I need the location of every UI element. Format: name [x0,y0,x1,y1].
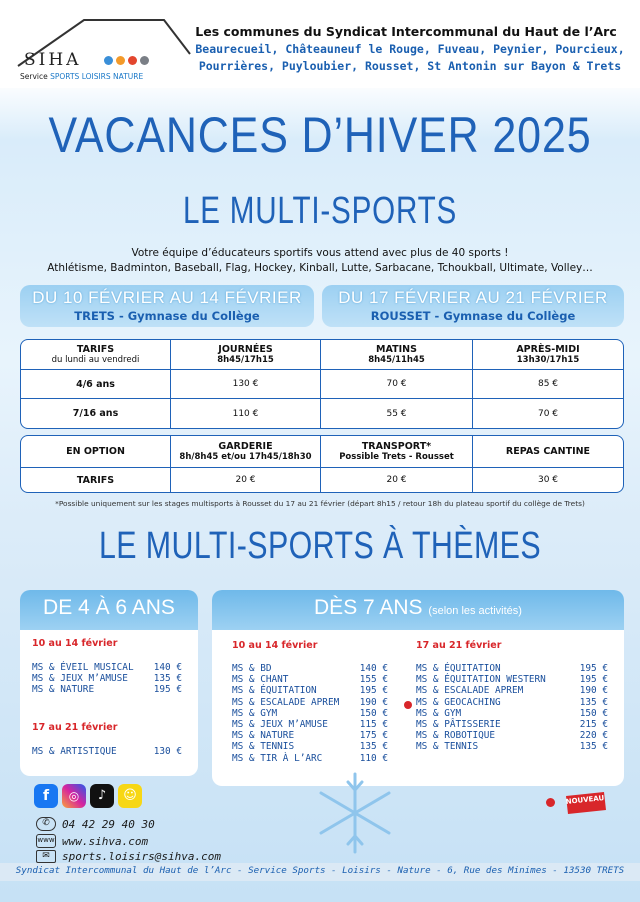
logo-tagline-text: SPORTS LOISIRS NATURE [50,72,144,81]
activity-name: MS & ARTISTIQUE [32,746,117,757]
period-label: 10 au 14 février [232,640,318,651]
activity-name: MS & JEUX M’AMUSE [232,718,328,730]
activity-list [416,663,608,753]
activity-name: MS & ESCALADE APREM [232,696,340,708]
list-item [232,719,388,730]
week-dates: DU 17 FÉVRIER AU 21 FÉVRIER [338,288,608,307]
price-cell: 70 € [321,370,473,399]
table-header-cell [321,340,473,370]
activity-price: 190 € [579,685,608,697]
age-cell: 7/16 ans [21,399,171,428]
activity-name: MS & ÉVEIL MUSICAL [32,662,134,673]
price-cell: 30 € [537,475,559,485]
activity-price: 195 € [359,685,388,697]
header-label: MATINS [376,344,417,355]
week-banner-1 [20,285,314,327]
activity-name: MS & ROBOTIQUE [416,730,496,742]
options-label: EN OPTION [21,436,171,468]
table-header-cell [21,340,171,370]
tiktok-icon[interactable]: ♪ [90,784,114,808]
list-item [416,719,608,730]
options-table [20,435,624,493]
header-sublabel: Possible Trets - Rousset [339,452,454,462]
activity-price: 175 € [359,730,388,742]
card-title: DE 4 À 6 ANS [20,590,198,630]
week-place: ROUSSET - Gymnase du Collège [370,309,576,323]
price-cell: 20 € [321,468,473,492]
price-cell: 85 € [473,370,623,399]
activity-list [232,663,388,764]
list-item [32,684,182,695]
activity-name: MS & JEUX M’AMUSE [32,673,128,685]
activity-price: 110 € [359,752,388,764]
website-link[interactable]: www.sihva.com [62,835,149,848]
activity-name: MS & ÉQUITATION [232,685,317,697]
header-sublabel: 8h45/11h45 [368,355,425,365]
activity-list [32,662,182,696]
list-item [32,746,182,757]
intro-line-1: Votre équipe d’éducateurs sportifs vous attend avec plus de 40 sports ! [131,247,509,259]
new-legend-dot-icon [546,798,555,807]
snapchat-icon[interactable]: ☺ [118,784,142,808]
main-title: VACANCES D’HIVER 2025 [48,107,592,163]
activity-price: 135 € [579,741,608,753]
activity-price: 130 € [153,746,182,757]
table-row [21,399,623,428]
period-label: 17 au 21 février [416,640,502,651]
logo-dot-blue-icon [104,56,113,65]
price-cell: 130 € [171,370,321,399]
header-label: GARDERIE [218,441,273,452]
logo-dot-grey-icon [140,56,149,65]
activity-name: MS & PÂTISSERIE [416,718,501,730]
card-title-text: DÈS 7 ANS [314,596,423,619]
phone-number[interactable]: 04 42 29 40 30 [62,818,155,831]
week-place: TRETS - Gymnase du Collège [74,309,260,323]
activity-price: 220 € [579,730,608,742]
week-banner-2 [322,285,624,327]
activity-price: 195 € [153,684,182,696]
activity-name: MS & ÉQUITATION [416,663,501,674]
activity-name: MS & TENNIS [232,741,295,753]
card-des-7-ans [212,590,624,786]
activity-name: MS & TIR À L’ARC [232,752,323,764]
activity-name: MS & CHANT [232,674,289,686]
list-item [416,708,608,719]
list-item [232,674,388,685]
activity-name: MS & ÉQUITATION WESTERN [416,674,546,686]
card-4-6-ans [20,590,198,776]
activity-price: 140 € [153,662,182,673]
list-item [416,674,608,685]
header-sublabel: 13h30/17h15 [516,355,580,365]
table-header-row [21,436,623,468]
logo-name: SIHA [24,50,82,70]
logo-tagline [20,72,143,81]
activity-price: 150 € [359,707,388,719]
list-item [32,662,182,673]
header-sublabel: 8h45/17h15 [217,355,274,365]
price-cell: 70 € [537,408,559,419]
facebook-icon[interactable]: f [34,784,58,808]
list-item [232,708,388,719]
tarifs-table [20,339,624,429]
header-label: JOURNÉES [218,344,273,355]
week-dates: DU 10 FÉVRIER AU 14 FÉVRIER [32,288,302,307]
footnote: *Possible uniquement sur les stages multisports à Rousset du 17 au 21 février (départ 8h15 / retour 18h du plateau sportif du collège de Trets) [55,499,585,508]
activity-price: 135 € [359,741,388,753]
row-label: TARIFS [21,468,171,492]
table-header-row [21,340,623,370]
list-item [32,673,182,684]
list-item [232,697,388,708]
list-item [232,730,388,741]
logo-dot-red-icon [128,56,137,65]
activity-price: 155 € [359,674,388,686]
new-badge-label: NOUVEAU [565,794,605,806]
activity-name: MS & GYM [232,707,278,719]
activity-price: 190 € [359,696,388,708]
list-item [232,753,388,764]
period-label: 10 au 14 février [32,638,118,649]
table-row [21,370,623,399]
email-icon: ✉ [36,850,56,863]
card-title [212,590,624,630]
list-item [232,741,388,752]
list-item [416,730,608,741]
activity-price: 195 € [579,674,608,686]
table-header-cell [321,436,473,468]
header-label: APRÈS-MIDI [516,344,580,355]
header-title: Les communes du Syndicat Intercommunal du Haut de l’Arc [195,24,617,39]
activity-price: 150 € [579,707,608,719]
activity-price: 135 € [579,696,608,708]
header-sublabel: 8h/8h45 et/ou 17h45/18h30 [179,452,312,462]
activity-name: MS & NATURE [32,684,95,696]
list-item [416,685,608,696]
table-header-cell [171,436,321,468]
list-item [232,685,388,696]
table-header-cell [171,340,321,370]
footer-address: Syndicat Intercommunal du Haut de l’Arc - Service Sports - Loisirs - Nature - 6, Rue des Minimes - 13530 TRETS [15,865,625,876]
header-label: TARIFS [76,344,115,355]
activity-list [32,746,182,757]
intro-line-2: Athlétisme, Badminton, Baseball, Flag, Hockey, Kinball, Lutte, Sarbacane, Tchoukball, Ultimate, Volley… [47,262,593,274]
instagram-icon[interactable]: ◎ [62,784,86,808]
price-cell: 20 € [171,468,321,492]
price-cell: 110 € [171,399,321,428]
phone-icon: ✆ [36,817,56,831]
activity-price: 135 € [153,673,182,685]
list-item [416,741,608,752]
activity-price: 140 € [359,663,388,674]
activity-name: MS & BD [232,663,272,674]
activity-name: MS & TENNIS [416,741,479,753]
list-item [416,697,608,708]
activity-price: 195 € [579,663,608,674]
activity-price: 215 € [579,718,608,730]
email-link[interactable]: sports.loisirs@sihva.com [62,850,221,863]
activity-name: MS & GEOCACHING [416,696,501,708]
price-cell: 55 € [321,399,473,428]
table-row [21,468,623,492]
activity-price: 115 € [359,718,388,730]
logo-dot-orange-icon [116,56,125,65]
header-sublabel: du lundi au vendredi [51,355,140,365]
logo-service: Service [20,72,48,81]
themes-title: LE MULTI-SPORTS À THÈMES [98,525,542,567]
table-header-cell: REPAS CANTINE [473,436,623,468]
age-cell: 4/6 ans [21,370,171,399]
header-communes-2: Pourrières, Puyloubier, Rousset, St Antonin sur Bayon & Trets [198,59,622,73]
list-item [416,663,608,674]
web-icon: www [36,834,56,848]
card-title-note: (selon les activités) [428,605,522,617]
new-marker-icon [404,701,412,709]
snowflake-icon [310,768,400,858]
header-label: TRANSPORT* [361,441,432,452]
table-header-cell [473,340,623,370]
header-communes-1: Beaurecueil, Châteauneuf le Rouge, Fuveau, Peynier, Pourcieux, [195,42,625,56]
period-label: 17 au 21 février [32,722,118,733]
activity-name: MS & ESCALADE APREM [416,685,524,697]
list-item [232,663,388,674]
activity-name: MS & NATURE [232,730,295,742]
activity-name: MS & GYM [416,707,462,719]
subtitle: LE MULTI-SPORTS [182,190,458,232]
